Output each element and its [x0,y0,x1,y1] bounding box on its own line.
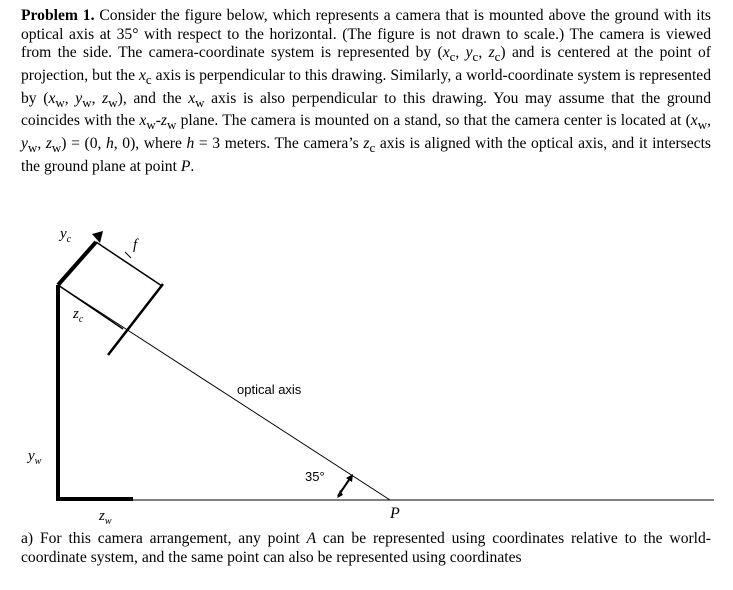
var: h [186,135,195,152]
f-label: f [133,237,138,253]
zw-label: $z_w$ [99,508,112,527]
text: . [190,157,195,175]
camera-y-axis [58,242,96,285]
text: , [91,89,103,107]
text: axis is aligned with the optical axis, and it intersects the ground plane at point [21,135,711,175]
optical-axis-label: optical axis [237,382,302,397]
sub: c [369,140,376,156]
sub: w [51,140,62,156]
var: z [102,89,109,107]
var: x [139,112,147,130]
angle-label: 35° [305,469,325,484]
var: z [488,44,495,62]
text: , [64,89,76,107]
var: x [442,44,450,62]
text: axis is perpendicular to this drawing. Similarly, a world-coordinate system is represented by ( [21,66,711,107]
sub: w [27,140,38,156]
var: z [160,112,167,130]
text: Consider the figure below, which represents a camera that is mounted above the ground with its optical axis at 35° with respect to the horizontal. (The figure is not drawn to scale.) The camera is viewed from the side. The camera-coordinate system is represented by ( [21,7,711,62]
var: x [48,89,56,107]
var: h [106,135,114,152]
text: can be represented using coordinates relative to the world-coordinate system, and the same point can also be represented using coordinates [21,530,712,566]
text: , [707,112,711,130]
text: , 0), where [113,135,187,152]
image-plane [108,284,163,355]
optical-axis-line [58,285,390,500]
text: = 3 meters. The camera’s [194,135,364,152]
sub: w [697,117,708,133]
sub: w [55,94,65,110]
sub: c [145,72,152,87]
var: z [45,135,52,152]
text: ) = (0, [61,135,106,152]
sub: w [82,94,92,110]
var: y [75,89,83,107]
var: x [139,66,146,84]
part-a-text [21,530,711,567]
text: ), and the [117,89,189,107]
var: z [363,135,370,152]
var: y [21,135,28,152]
sub: c [494,49,501,65]
problem-heading: Problem 1. [21,7,95,24]
sub: w [167,117,177,133]
focal-length-top-edge [96,242,162,286]
camera-y-arrowhead [92,231,103,243]
var: x [188,89,196,107]
var: x [690,112,698,130]
sub: w [146,117,156,133]
yc-label: $y_c$ [60,226,72,245]
text: - [155,112,161,130]
sub: c [472,49,479,65]
zc-label: $z_c$ [73,306,84,325]
var: y [465,44,473,62]
text: axis is also perpendicular to this drawing. You may assume that the ground coincides with the [21,89,712,130]
text: , [455,44,466,62]
var: P [180,157,191,175]
text: , [37,135,46,152]
text: ) and is centered at the point of projection, but the [21,44,711,84]
var: A [306,530,317,547]
point-p-label: P [390,505,400,522]
text: plane. The camera is mounted on a stand, so that the camera center is located at ( [176,112,691,130]
yw-label: $y_w$ [28,448,42,467]
text: a) For this camera arrangement, any point [21,530,307,547]
text: , [478,44,489,62]
sub: w [195,94,205,110]
f-pointer [125,252,131,258]
sub: w [108,94,118,110]
sub: c [449,49,456,65]
